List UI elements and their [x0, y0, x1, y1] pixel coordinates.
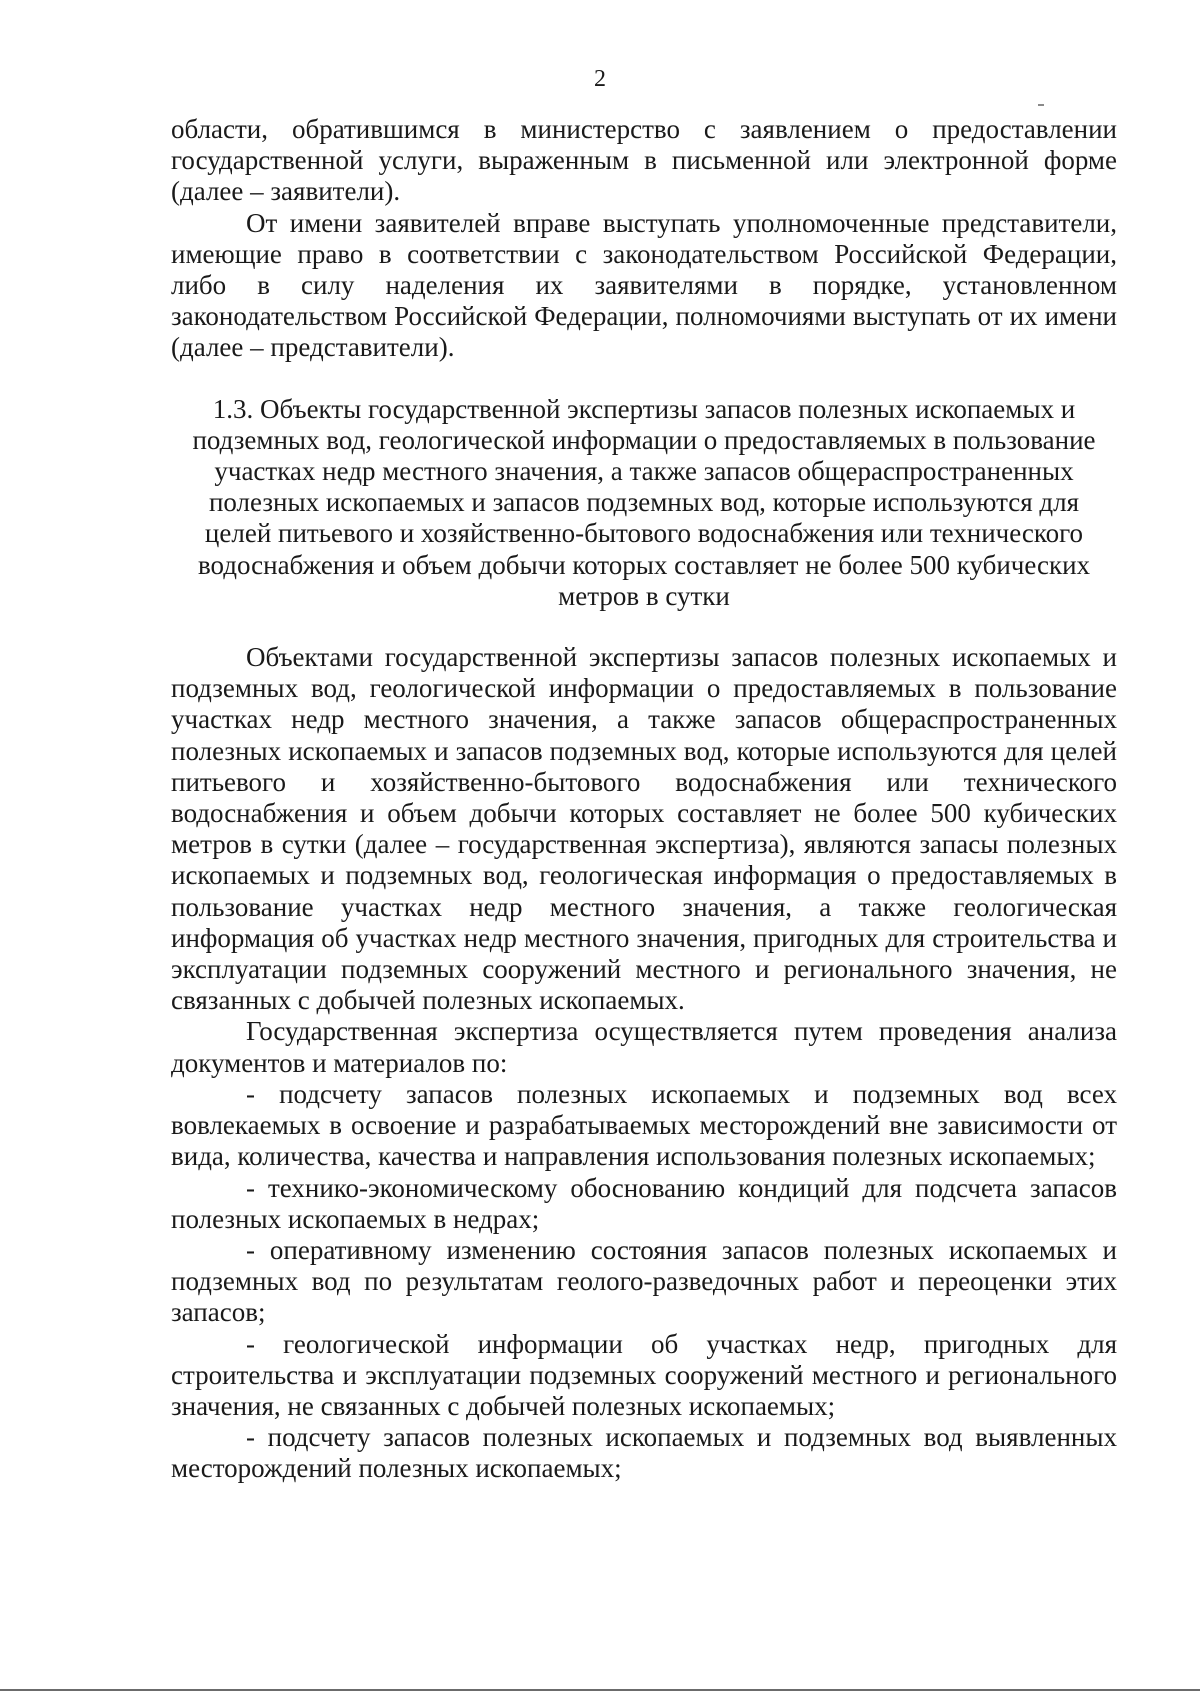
paragraph-continuation: области, обратившимся в министерство с заявлением о предоставлении государственной услуги, выраженным в письменной или электронной форме (далее – заявители).: [171, 114, 1117, 207]
paragraph-objects: Объектами государственной экспертизы запасов полезных ископаемых и подземных вод, геологической информации о предоставляемых в пользование участках недр местного значения, а также запасов общераспространенных полезных ископаемых и запасов подземных вод, которые используются для целей питьевого и хозяйственно-бытового водоснабжения или технического водоснабжения и объем добычи которых составляет не более 500 кубических метров в сутки (далее – государственная экспертиза), являются запасы полезных ископаемых и подземных вод, геологическая информация о предоставляемых в пользование участках недр местного значения, а также геологическая информация об участках недр местного значения, пригодных для строительства и эксплуатации подземных сооружений местного и регионального значения, не связанных с добычей полезных ископаемых.: [171, 642, 1117, 1016]
list-item: - геологической информации об участках недр, пригодных для строительства и эксплуатации подземных сооружений местного и регионального значения, не связанных с добычей полезных ископаемых;: [171, 1328, 1117, 1421]
document-body: [171, 114, 1117, 1485]
page-number: 2: [594, 66, 606, 92]
scan-mark: [1038, 104, 1044, 106]
list-item: - подсчету запасов полезных ископаемых и подземных вод выявленных месторождений полезных ископаемых;: [171, 1422, 1117, 1484]
list-item: - подсчету запасов полезных ископаемых и подземных вод всех вовлекаемых в освоение и разрабатываемых месторождений вне зависимости от вида, количества, качества и направления использования полезных ископаемых;: [171, 1078, 1117, 1172]
section-heading: 1.3. Объекты государственной экспертизы запасов полезных ископаемых и подземных вод, геологической информации о предоставляемых в пользование участках недр местного значения, а также запасов общераспространенных полезных ископаемых и запасов подземных вод, которые используются для целей питьевого и хозяйственно-бытового водоснабжения или технического водоснабжения и объем добычи которых составляет не более 500 кубических метров в сутки: [192, 393, 1096, 611]
paragraph-expertise-method: Государственная экспертиза осуществляется путем проведения анализа документов и материалов по:: [171, 1016, 1117, 1078]
paragraph-representatives: От имени заявителей вправе выступать уполномоченные представители, имеющие право в соответствии с законодательством Российской Федерации, либо в силу наделения их заявителями в порядке, установленном законодательством Российской Федерации, полномочиями выступать от их имени (далее – представители).: [171, 207, 1117, 363]
list-item: - оперативному изменению состояния запасов полезных ископаемых и подземных вод по результатам геолого-разведочных работ и переоценки этих запасов;: [171, 1234, 1117, 1328]
page-bottom-edge: [0, 1689, 1200, 1691]
list-item: - технико-экономическому обоснованию кондиций для подсчета запасов полезных ископаемых в недрах;: [171, 1172, 1117, 1234]
